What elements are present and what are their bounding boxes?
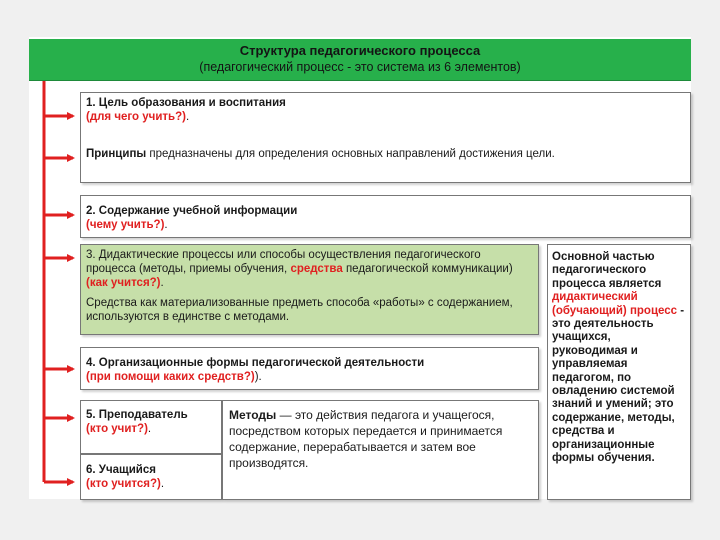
goal-question: (для чего учить?) [86, 111, 186, 123]
teacher-question-line [86, 422, 216, 436]
goal-box [80, 92, 691, 183]
didactic-title-red: средства [290, 263, 343, 275]
student-title: 6. Учащийся [86, 464, 156, 476]
forms-question: (при помощи каких средств?) [86, 371, 255, 383]
methods-text: — это действия педагога и учащегося, посредством которых передается и принимается содержание, перерабатывается и затем вое производятся. [229, 408, 503, 470]
goal-question-line [86, 110, 685, 124]
principles-line [86, 147, 685, 161]
content-title: 2. Содержание учебной информации [86, 205, 298, 217]
student-question: (кто учится?) [86, 478, 161, 490]
principles-label: Принципы [86, 148, 147, 160]
content-box [80, 195, 691, 238]
student-question-tail: . [160, 478, 165, 490]
teacher-question-tail: . [147, 423, 152, 435]
methods-label: Методы [229, 408, 277, 422]
content-question-line [86, 218, 685, 232]
header-subtitle: (педагогический процесс - это система из 6 элементов) [199, 60, 521, 74]
didactic-title [86, 248, 533, 276]
didactic-title-b: педагогической коммуникации) [342, 263, 513, 275]
side-text-red: дидактический (обучающий) процесс [552, 291, 678, 317]
methods-text-line [229, 407, 532, 471]
goal-title: 1. Цель образования и воспитания [86, 97, 286, 109]
forms-title: 4. Организационные формы педагогической деятельности [86, 357, 425, 369]
forms-question-tail: ). [254, 371, 262, 383]
goal-question-tail: . [185, 111, 190, 123]
side-text-a: Основной частью педагогического процесса является [552, 251, 662, 290]
didactic-title-a: 3. Дидактические процессы или способы осуществления педагогического процесса (методы, приемы обучения, [86, 249, 481, 275]
student-box [80, 454, 222, 500]
didactic-box [80, 244, 539, 335]
side-box [547, 244, 691, 500]
didactic-question-line [86, 276, 533, 290]
forms-box [80, 347, 539, 390]
principles-text: предназначены для определения основных направлений достижения цели. [146, 148, 555, 160]
methods-box [222, 400, 539, 500]
didactic-question-tail: . [160, 277, 164, 289]
side-text-line [552, 251, 686, 466]
content-question: (чему учить?) [86, 219, 165, 231]
content-question-tail: . [164, 219, 168, 231]
forms-question-line [86, 370, 533, 384]
teacher-box [80, 400, 222, 454]
student-question-line [86, 477, 216, 491]
means-text: Средства как материализованные предметь способа «работы» с содержанием, используются в единстве с методами. [86, 297, 513, 323]
teacher-question: (кто учит?) [86, 423, 148, 435]
teacher-title: 5. Преподаватель [86, 409, 188, 421]
side-text-b: - это деятельность учащихся, руководимая и управляемая педагогом, по овладению системой знаний и умений; это содержание, методы, средства и организационные формы обучения. [552, 304, 685, 465]
didactic-question: (как учится?) [86, 277, 161, 289]
header-title: Структура педагогического процесса [239, 43, 481, 58]
